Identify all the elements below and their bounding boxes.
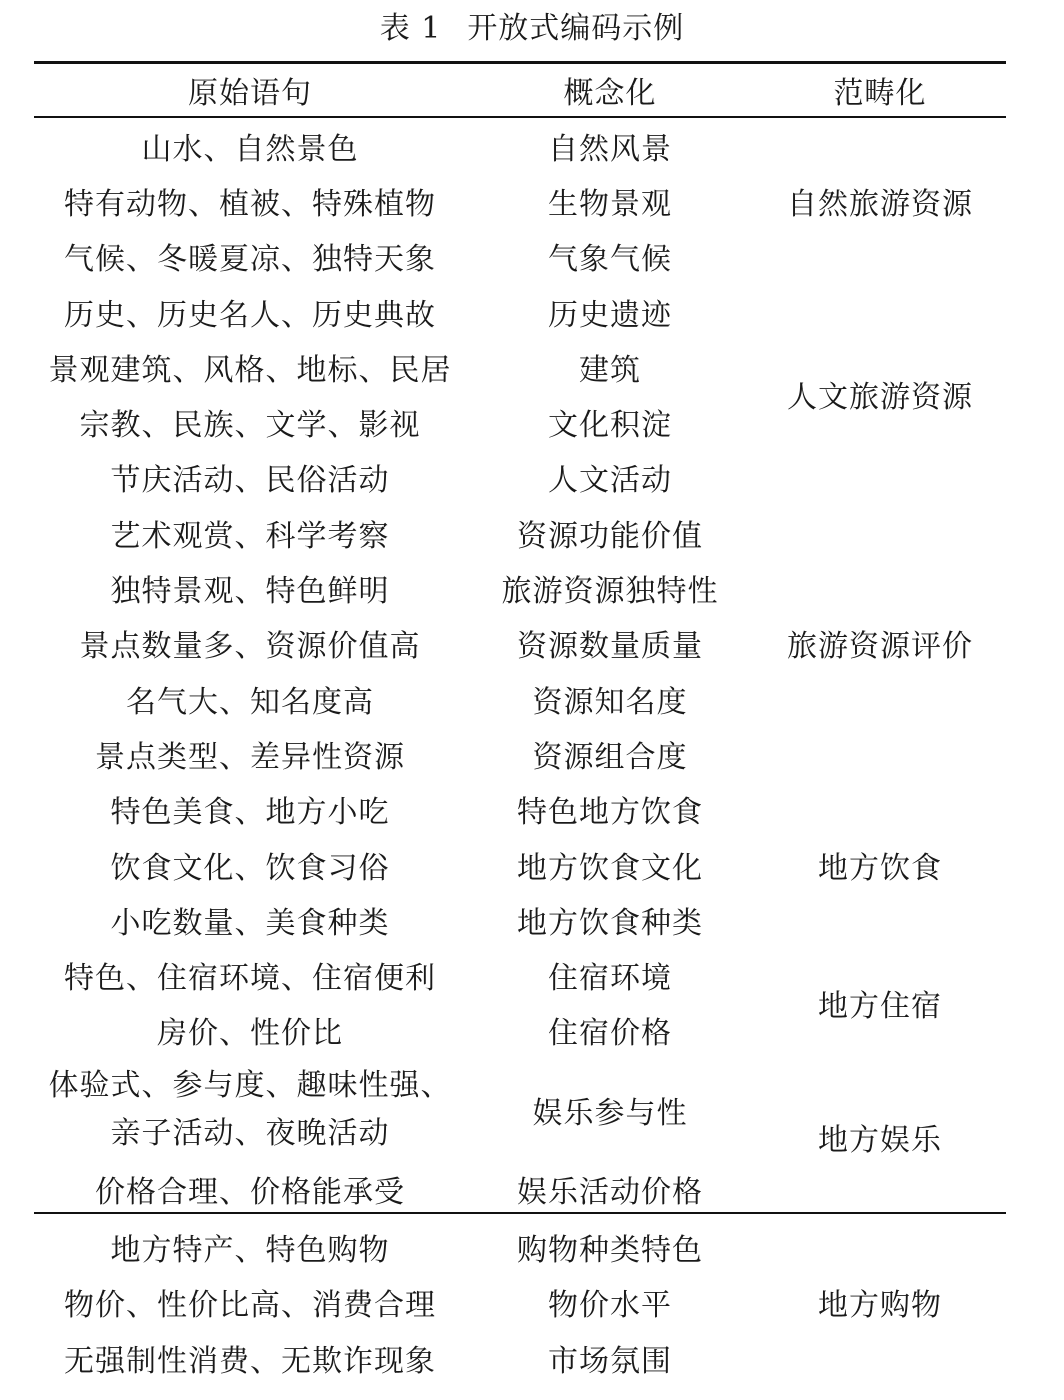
original-statement-cell [34, 616, 466, 671]
original-statement-text: 景点类型、差异性资源 [95, 739, 405, 775]
original-statement-text: 山水、自然景色 [141, 131, 359, 167]
concept-cell: 特色地方饮食 [517, 795, 703, 831]
column-header-original: 原始语句 [188, 76, 312, 111]
concept-cell: 文化积淀 [548, 408, 672, 444]
concept-cell: 资源组合度 [532, 739, 688, 775]
original-statement-cell [34, 671, 466, 726]
concept-cell: 历史遗迹 [548, 297, 672, 333]
original-statement-text: 历史、历史名人、历史典故 [64, 297, 436, 333]
category-cell: 地方娱乐 [818, 1123, 942, 1159]
concept-cell: 购物种类特色 [517, 1233, 703, 1269]
table-title: 开放式编码示例 [467, 11, 685, 46]
concept-cell: 住宿环境 [548, 961, 672, 997]
concept-cell: 资源功能价值 [517, 518, 703, 554]
original-statement-cell [34, 173, 466, 228]
original-statement-cell [34, 505, 466, 560]
concept-cell: 旅游资源独特性 [501, 574, 719, 610]
category-cell: 地方饮食 [818, 850, 942, 886]
column-header-category: 范畴化 [833, 76, 927, 111]
original-statement-cell [34, 118, 466, 173]
table-number: 表 1 [379, 11, 442, 46]
category-cell: 人文旅游资源 [787, 380, 973, 416]
original-statement-text: 房价、性价比 [157, 1016, 343, 1052]
column-header-concept: 概念化 [563, 76, 657, 111]
original-statement-text: 宗教、民族、文学、影视 [79, 408, 421, 444]
concept-cell: 市场氛围 [548, 1343, 672, 1379]
original-statement-cell [34, 892, 466, 947]
category-cell: 地方购物 [818, 1288, 942, 1324]
original-statement-text: 节庆活动、民俗活动 [110, 463, 390, 499]
original-statement-text: 独特景观、特色鲜明 [110, 574, 390, 610]
original-statement-cell [34, 1275, 466, 1330]
original-statement-text: 名气大、知名度高 [126, 684, 374, 720]
original-statement-text: 体验式、参与度、趣味性强、 [48, 1067, 452, 1103]
concept-cell: 气象气候 [548, 242, 672, 278]
category-cell: 地方住宿 [818, 988, 942, 1024]
original-statement-cell [34, 395, 466, 450]
concept-cell: 建筑 [579, 352, 641, 388]
original-statement-cell [34, 1330, 466, 1385]
original-statement-text: 特有动物、植被、特殊植物 [64, 186, 436, 222]
original-statement-cell [34, 284, 466, 339]
original-statement-cell [34, 1219, 466, 1274]
original-statement-text: 价格合理、价格能承受 [95, 1174, 405, 1210]
concept-cell: 人文活动 [548, 463, 672, 499]
concept-cell: 资源数量质量 [517, 629, 703, 665]
original-statement-cell [34, 726, 466, 781]
concept-cell: 娱乐活动价格 [517, 1174, 703, 1210]
table-caption [0, 6, 1064, 52]
original-statement-cell [34, 782, 466, 837]
concept-cell: 生物景观 [548, 186, 672, 222]
original-statement-cell [34, 560, 466, 615]
original-statement-text: 景点数量多、资源价值高 [79, 629, 421, 665]
original-statement-cell [34, 948, 466, 1003]
section-rule [34, 1212, 1006, 1214]
original-statement-text: 物价、性价比高、消费合理 [64, 1288, 436, 1324]
category-cell: 旅游资源评价 [787, 629, 973, 665]
concept-cell: 自然风景 [548, 131, 672, 167]
concept-cell: 地方饮食文化 [517, 850, 703, 886]
concept-cell: 资源知名度 [532, 684, 688, 720]
original-statement-text: 饮食文化、饮食习俗 [110, 850, 390, 886]
original-statement-text: 景观建筑、风格、地标、民居 [48, 352, 452, 388]
original-statement-text: 特色、住宿环境、住宿便利 [64, 961, 436, 997]
original-statement-text: 气候、冬暖夏凉、独特天象 [64, 242, 436, 278]
concept-cell: 住宿价格 [548, 1016, 672, 1052]
original-statement-text: 无强制性消费、无欺诈现象 [64, 1343, 436, 1379]
original-statement-text: 小吃数量、美食种类 [110, 905, 390, 941]
original-statement-text: 亲子活动、夜晚活动 [110, 1115, 390, 1151]
original-statement-text: 特色美食、地方小吃 [110, 795, 390, 831]
original-statement-cell [34, 1161, 466, 1216]
original-statement-cell [34, 837, 466, 892]
concept-cell: 地方饮食种类 [517, 905, 703, 941]
original-statement-cell [34, 450, 466, 505]
concept-cell: 娱乐参与性 [532, 1095, 688, 1131]
original-statement-text: 艺术观赏、科学考察 [110, 518, 390, 554]
original-statement-text: 地方特产、特色购物 [110, 1233, 390, 1269]
original-statement-cell [34, 1058, 466, 1161]
category-cell: 自然旅游资源 [787, 186, 973, 222]
original-statement-cell [34, 1003, 466, 1058]
original-statement-cell [34, 339, 466, 394]
concept-cell: 物价水平 [548, 1288, 672, 1324]
original-statement-cell [34, 229, 466, 284]
